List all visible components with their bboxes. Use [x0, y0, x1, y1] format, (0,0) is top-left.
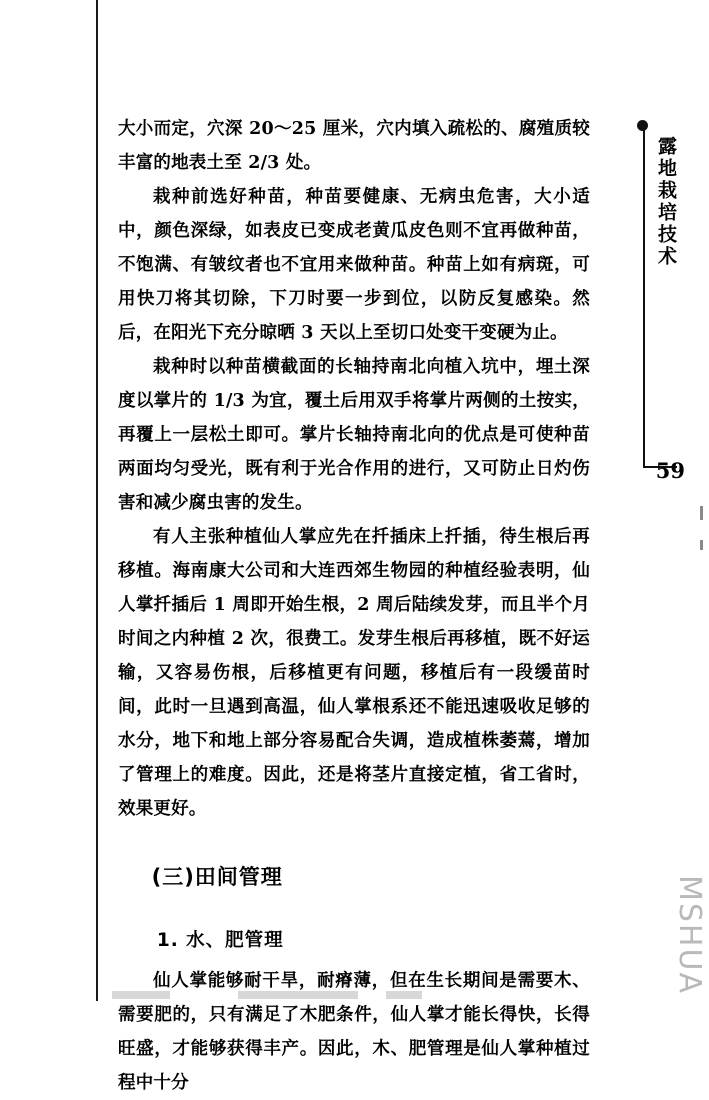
- tab-vertical-rule: [643, 128, 645, 468]
- scan-artifact: [700, 540, 703, 550]
- page-left-rule: [96, 0, 98, 1001]
- paragraph: 栽种时以种苗横截面的长轴持南北向植入坑中，埋土深度以掌片的 1/3 为宜，覆土后用双手将掌片两侧的土按实，再覆上一层松土即可。掌片长轴持南北向的优点是可使种苗两面均匀受光，既有利于光合作用的进行，又可防止日灼伤害和减少腐虫害的发生。: [118, 357, 590, 513]
- paragraph: 栽种前选好种苗，种苗要健康、无病虫危害，大小适中，颜色深绿，如表皮已变成老黄瓜皮色则不宜再做种苗，不饱满、有皱纹者也不宜用来做种苗。种苗上如有病斑，可用快刀将其切除，下刀时要一步到位，以防反复感染。然后，在阳光下充分晾晒 3 天以上至切口处变干变硬为止。: [118, 187, 590, 343]
- main-text-column: [118, 112, 590, 1100]
- scan-artifact: [700, 506, 703, 520]
- paragraph: 仙人掌能够耐干旱，耐瘠薄，但在生长期间是需要木、需要肥的，只有满足了木肥条件，仙人掌才能长得快，长得旺盛，才能够获得丰产。因此，木、肥管理是仙人掌种植过程中十分: [118, 971, 590, 1093]
- side-tab-label: 露地栽培技术: [655, 136, 677, 268]
- scan-smudge: [386, 991, 422, 999]
- subsection-heading: 1. 水、肥管理: [156, 930, 284, 951]
- paragraph: 有人主张种植仙人掌应先在扦插床上扦插，待生根后再移植。海南康大公司和大连西郊生物园的种植经验表明，仙人掌扦插后 1 周即开始生根，2 周后陆续发芽，而且半个月时间之内种植 2 次，很费工。发芽生根后再移植，既不好运输，又容易伤根，后移植更有问题，移植后有一段缓苗时间，此时一旦遇到高温，仙人掌根系还不能迅速吸收足够的水分，地下和地上部分容易配合失调，造成植株萎蔫，增加了管理上的难度。因此，还是将茎片直接定植，省工省时，效果更好。: [118, 527, 590, 819]
- scan-smudge: [112, 991, 170, 999]
- scan-smudge: [238, 991, 358, 999]
- watermark: MSHUA: [672, 875, 707, 995]
- page-number: 59: [655, 458, 685, 483]
- section-heading: (三)田间管理: [151, 865, 283, 889]
- running-side-tab: [643, 128, 687, 468]
- paragraph: 大小而定，穴深 20～25 厘米，穴内填入疏松的、腐殖质较丰富的地表土至 2/3 处。: [118, 119, 590, 173]
